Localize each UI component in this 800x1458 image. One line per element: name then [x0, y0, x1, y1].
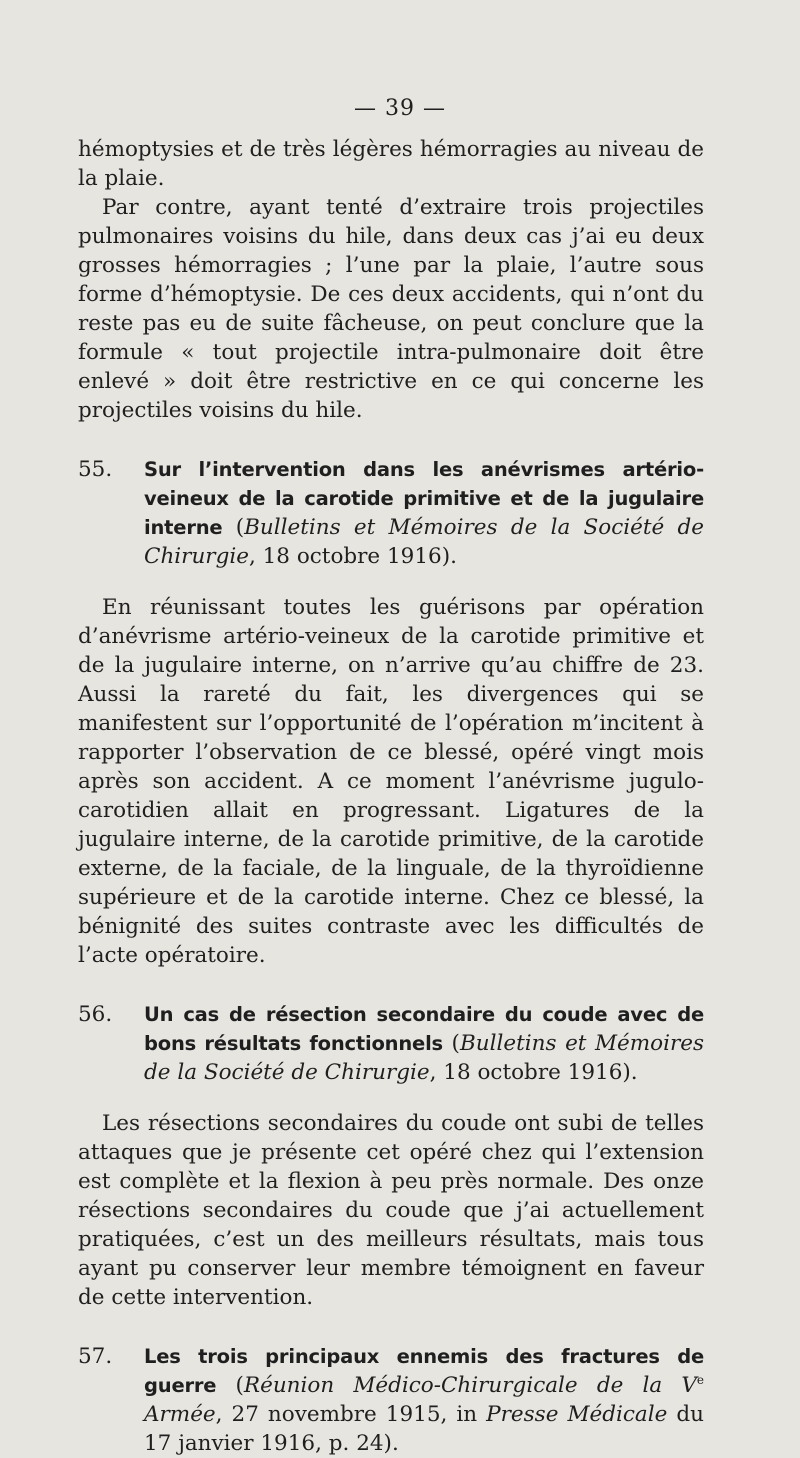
entry-56-body: Les résections secondaires du coude ont subi de telles attaques que je présente cet opéré chez qui l’extension est complète et la flexion à peu près normale. Des onze résections secondaires du coude que j’ai actuellement pratiquées, c’est un des meilleurs résultats, mais tous ayant pu conserver leur membre témoignent en faveur de cette intervention. [78, 1111, 704, 1310]
entry-55-heading [78, 455, 704, 571]
paragraph-hile: Par contre, ayant tenté d’extraire trois projectiles pulmonaires voisins du hile, dans deux cas j’ai eu deux grosses hémorragies ; l’une par la plaie, l’autre sous forme d’hémoptysie. De ces deux accidents, qui n’ont du reste pas eu de suite fâcheuse, on peut conclure que la formule « tout projectile intra-pulmonaire doit être enlevé » doit être restrictive en ce qui concerne les projectiles voisins du hile. [78, 195, 704, 423]
page-number: — 39 — [354, 96, 446, 121]
entry-number: 55. [78, 457, 113, 482]
ref-date: , 18 octobre 1916). [429, 1060, 638, 1085]
ref-journal-date: du 17 janvier 1916, p. 24). [144, 1402, 704, 1456]
ref-date: , 18 octobre 1916). [248, 544, 457, 569]
entry-56-heading [78, 1000, 704, 1087]
entry-number: 57. [78, 1344, 113, 1369]
entry-57-heading [78, 1342, 704, 1458]
ref-publication: Bulletins et Mémoires de la Société de Chirurgie [144, 515, 704, 569]
ref-publication: Bulletins et Mémoires de la Société de Chirurgie [144, 1031, 704, 1085]
entry-55-body: En réunissant toutes les guérisons par opération d’anévrisme artério-veineux de la carotide primitive et de la jugulaire interne, on n’arrive qu’au chiffre de 23. Aussi la rareté du fait, les divergences qui se manifestent sur l’opportunité de l’opération m’incitent à rapporter l’observation de ce blessé, opéré vingt mois après son accident. A ce moment l’anévrisme jugulo-carotidien allait en progressant. Ligatures de la jugulaire interne, de la carotide primitive, de la carotide externe, de la faciale, de la linguale, de la thyroïdienne supérieure et de la carotide interne. Chez ce blessé, la bénignité des suites contraste avec les difficultés de l’acte opératoire. [78, 595, 704, 968]
entry-title: Les trois principaux ennemis des fractures de guerre [144, 1345, 704, 1397]
ref-date: , 27 novembre 1915, in [215, 1402, 487, 1427]
ref-journal: Presse Médicale [486, 1402, 668, 1427]
ref-open: ( [216, 1373, 244, 1398]
ref-superscript: e [696, 1372, 704, 1387]
continuation-paragraph: hémoptysies et de très légères hémorragies au niveau de la plaie. [78, 137, 704, 191]
entry-title: Sur l’intervention dans les anévrismes artério-veineux de la carotide primitive et de la jugulaire interne [144, 458, 704, 539]
ref-publication: Réunion Médico-Chirurgicale de la V [243, 1373, 697, 1398]
entry-title: Un cas de résection secondaire du coude avec de bons résultats fonctionnels [144, 1003, 704, 1055]
ref-publication-army: Armée [144, 1402, 216, 1427]
ref-open: ( [222, 515, 245, 540]
ref-open: ( [442, 1031, 460, 1056]
entry-number: 56. [78, 1002, 113, 1027]
